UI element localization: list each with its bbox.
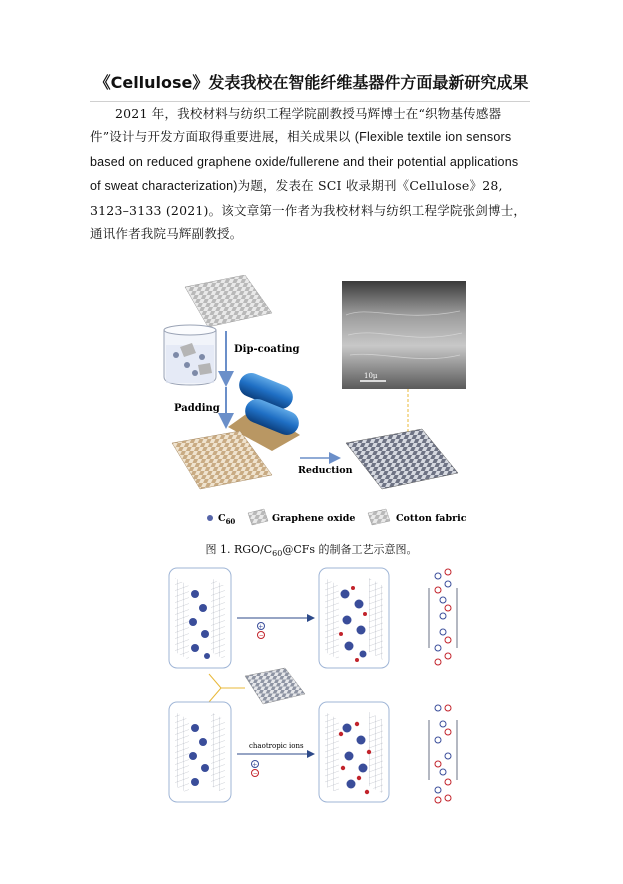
figure-2-ion-sensing-schematic: [165, 564, 475, 809]
figure-1-legend: [207, 509, 467, 526]
ion-column-bottom: [429, 705, 457, 803]
svg-text:−: −: [258, 632, 264, 640]
panel-top-middle: [319, 568, 389, 668]
panel-bottom-left: [169, 702, 231, 802]
sem-image: [342, 281, 466, 389]
panel-top-left: [169, 568, 231, 668]
figure-1-caption: 图 1. RGO/$C_{60}@CFs$ 的制备工艺示意图。: [205, 543, 418, 559]
c60-legend-marker: [207, 515, 213, 521]
rgo-c60-coated-fabric: [346, 429, 458, 489]
paragraph-part-1: 2021 年，我校材料与纺织工程学院副教授马辉博士在“织物基传感器件”设计与开发方面取得重要进展，相关成果以: [90, 106, 502, 145]
panel-bottom-middle: [319, 702, 389, 802]
figure-1-process-schematic: [160, 275, 480, 537]
dip-coating-label: Dip-coating: [234, 344, 300, 355]
paper-title-english: (Flexible textile ion sensors based on reduced graphene oxide/fullerene and their potential applications of sweat characterization): [90, 130, 519, 194]
dip-coating-beaker: [164, 325, 216, 385]
c60-legend-label: $C_{60}$: [218, 513, 236, 526]
article-title: 《Cellulose》发表我校在智能纤维基器件方面最新研究成果: [94, 73, 529, 92]
cotton-fabric-legend-label: Cotton fabric: [396, 513, 467, 524]
svg-text:+: +: [258, 623, 264, 631]
chaotropic-ions-label: chaotropic ions: [249, 742, 304, 750]
paragraph-part-3: 为题，发表在 SCI 收录期刊《Cellulose》28, 3123–3133 (2021)。该文章第一作者为我校材料与纺织工程学院张剑博士，通讯作者我院马辉副教授。: [90, 178, 527, 242]
sensor-fabric: [245, 668, 305, 704]
article-paragraph: [90, 102, 532, 245]
padding-label: Padding: [174, 403, 220, 414]
svg-text:+: +: [252, 761, 258, 769]
cotton-fabric-raw: [185, 275, 272, 327]
sem-scale-bar: 10μ: [364, 372, 378, 380]
graphene-oxide-legend-label: Graphene oxide: [272, 513, 356, 524]
svg-text:−: −: [252, 770, 258, 778]
ion-column-top: [429, 568, 457, 668]
reduction-label: Reduction: [298, 465, 353, 476]
